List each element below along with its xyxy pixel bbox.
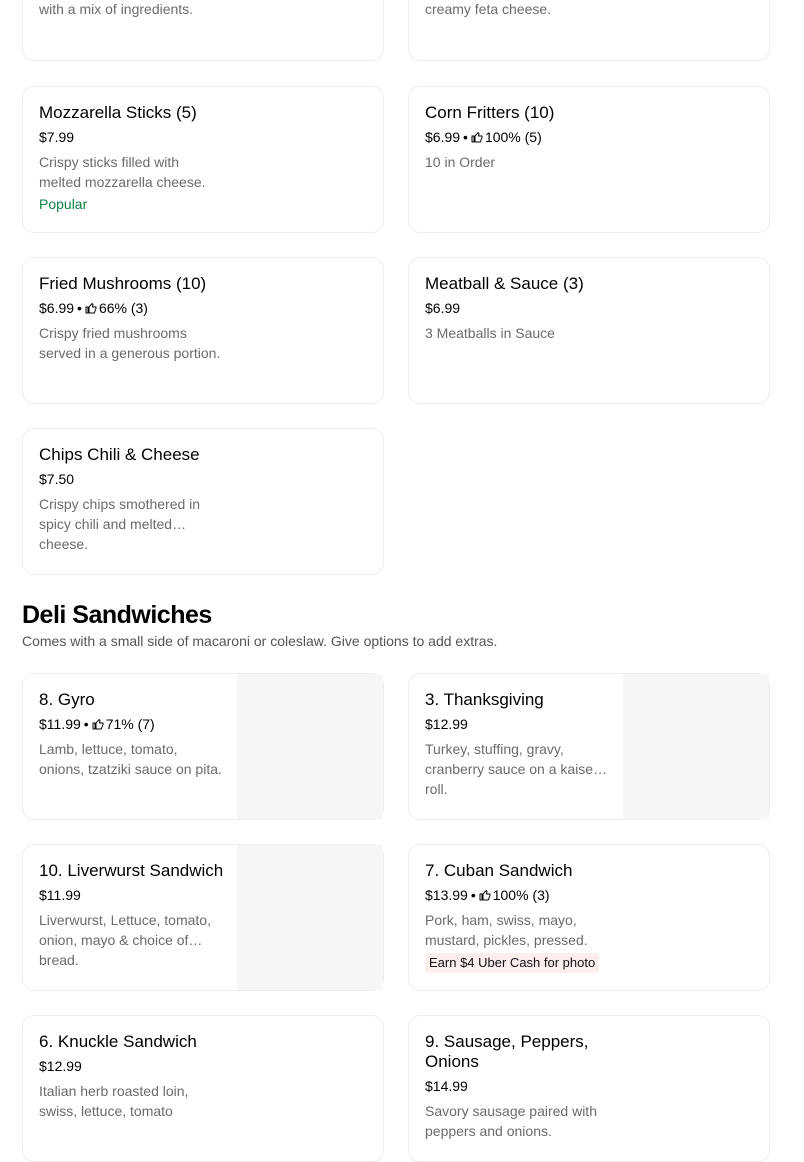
menu-item-card[interactable]: [22, 673, 384, 820]
item-name: Chips Chili & Cheese: [39, 445, 200, 464]
menu-item-card[interactable]: [408, 257, 770, 404]
thumbs-up-icon: [92, 718, 104, 730]
item-rating: 71% (7): [105, 716, 155, 732]
item-price: $6.99: [425, 300, 461, 316]
item-description: Turkey, stuffing, gravy, cranberry sauce on a kaiser roll.: [425, 741, 598, 797]
item-image-placeholder: [623, 674, 769, 819]
item-price: $7.99: [39, 129, 75, 145]
item-description: Pork, ham, swiss, mayo, mustard, pickles, pressed.: [425, 912, 588, 948]
item-name: Fried Mushrooms (10): [39, 274, 207, 293]
item-name: 6. Knuckle Sandwich: [39, 1032, 197, 1051]
menu-item-card[interactable]: [408, 844, 770, 991]
uber-cash-promo-badge: Earn $4 Uber Cash for photo: [425, 953, 599, 973]
item-name: Meatball & Sauce (3): [425, 274, 584, 293]
menu-item-card[interactable]: [22, 1015, 384, 1162]
item-description: Crispy fried mushrooms served in a generous portion.: [39, 325, 221, 361]
item-rating: 66% (3): [98, 300, 148, 316]
menu-item-card[interactable]: [408, 86, 770, 233]
item-name: Corn Fritters (10): [425, 103, 555, 122]
thumbs-up-icon: [85, 302, 97, 314]
item-price: $13.99: [425, 887, 468, 903]
menu-item-card[interactable]: [408, 1015, 770, 1162]
item-price-rating: $6.99 • 66% (3): [39, 300, 148, 316]
item-name: 3. Thanksgiving: [425, 690, 544, 709]
item-description: 10 in Order: [425, 154, 496, 170]
item-description: Savory sausage paired with peppers and onions.: [425, 1103, 597, 1139]
item-description: Liverwurst, Lettuce, tomato, onion, mayo & choice of bread.: [39, 912, 211, 968]
menu-item-card[interactable]: [408, 0, 770, 61]
item-price-rating: $11.99 • 71% (7): [39, 716, 155, 732]
item-rating: 100% (5): [484, 129, 542, 145]
item-name: 10. Liverwurst Sandwich: [39, 861, 224, 880]
item-price: $11.99: [39, 716, 81, 732]
menu-item-card[interactable]: [22, 257, 384, 404]
thumbs-up-icon: [471, 131, 483, 143]
item-price: $7.50: [39, 471, 75, 487]
item-price: $11.99: [39, 887, 81, 903]
item-name: 8. Gyro: [39, 690, 95, 709]
item-price: $6.99: [39, 300, 75, 316]
item-name: Mozzarella Sticks (5): [39, 103, 197, 122]
menu-item-card[interactable]: [22, 86, 384, 233]
item-description: with a mix of ingredients.: [39, 1, 194, 17]
popular-badge: Popular: [39, 196, 88, 212]
item-price: $14.99: [425, 1078, 468, 1094]
item-image-placeholder: [237, 845, 383, 990]
item-price: $12.99: [425, 716, 468, 732]
item-description: Crispy chips smothered in spicy chili and melted cheese.: [39, 496, 201, 552]
item-description: Crispy sticks filled with melted mozzarella cheese.: [39, 154, 206, 190]
menu-item-card[interactable]: [22, 428, 384, 575]
item-price-rating: $6.99 • 100% (5): [425, 129, 542, 145]
item-name: 7. Cuban Sandwich: [425, 861, 573, 880]
item-description: Lamb, lettuce, tomato, onions, tzatziki sauce on pita.: [39, 741, 222, 777]
item-price-rating: $13.99 • 100% (3): [425, 887, 550, 903]
section-title: Deli Sandwiches: [22, 601, 212, 629]
item-description: Italian herb roasted loin, swiss, lettuce, tomato: [39, 1083, 189, 1119]
section-subtitle: Comes with a small side of macaroni or coleslaw. Give options to add extras.: [22, 633, 498, 649]
thumbs-up-icon: [479, 889, 491, 901]
item-description: creamy feta cheese.: [425, 1, 552, 17]
item-name: 9. Sausage, Peppers, Onions: [425, 1032, 589, 1071]
item-rating: 100% (3): [492, 887, 550, 903]
menu-item-card[interactable]: [408, 673, 770, 820]
menu-item-card[interactable]: [22, 844, 384, 991]
item-image-placeholder: [237, 674, 383, 819]
item-price: $12.99: [39, 1058, 82, 1074]
item-price: $6.99: [425, 129, 461, 145]
menu-item-card[interactable]: [22, 0, 384, 61]
item-description: 3 Meatballs in Sauce: [425, 325, 555, 341]
